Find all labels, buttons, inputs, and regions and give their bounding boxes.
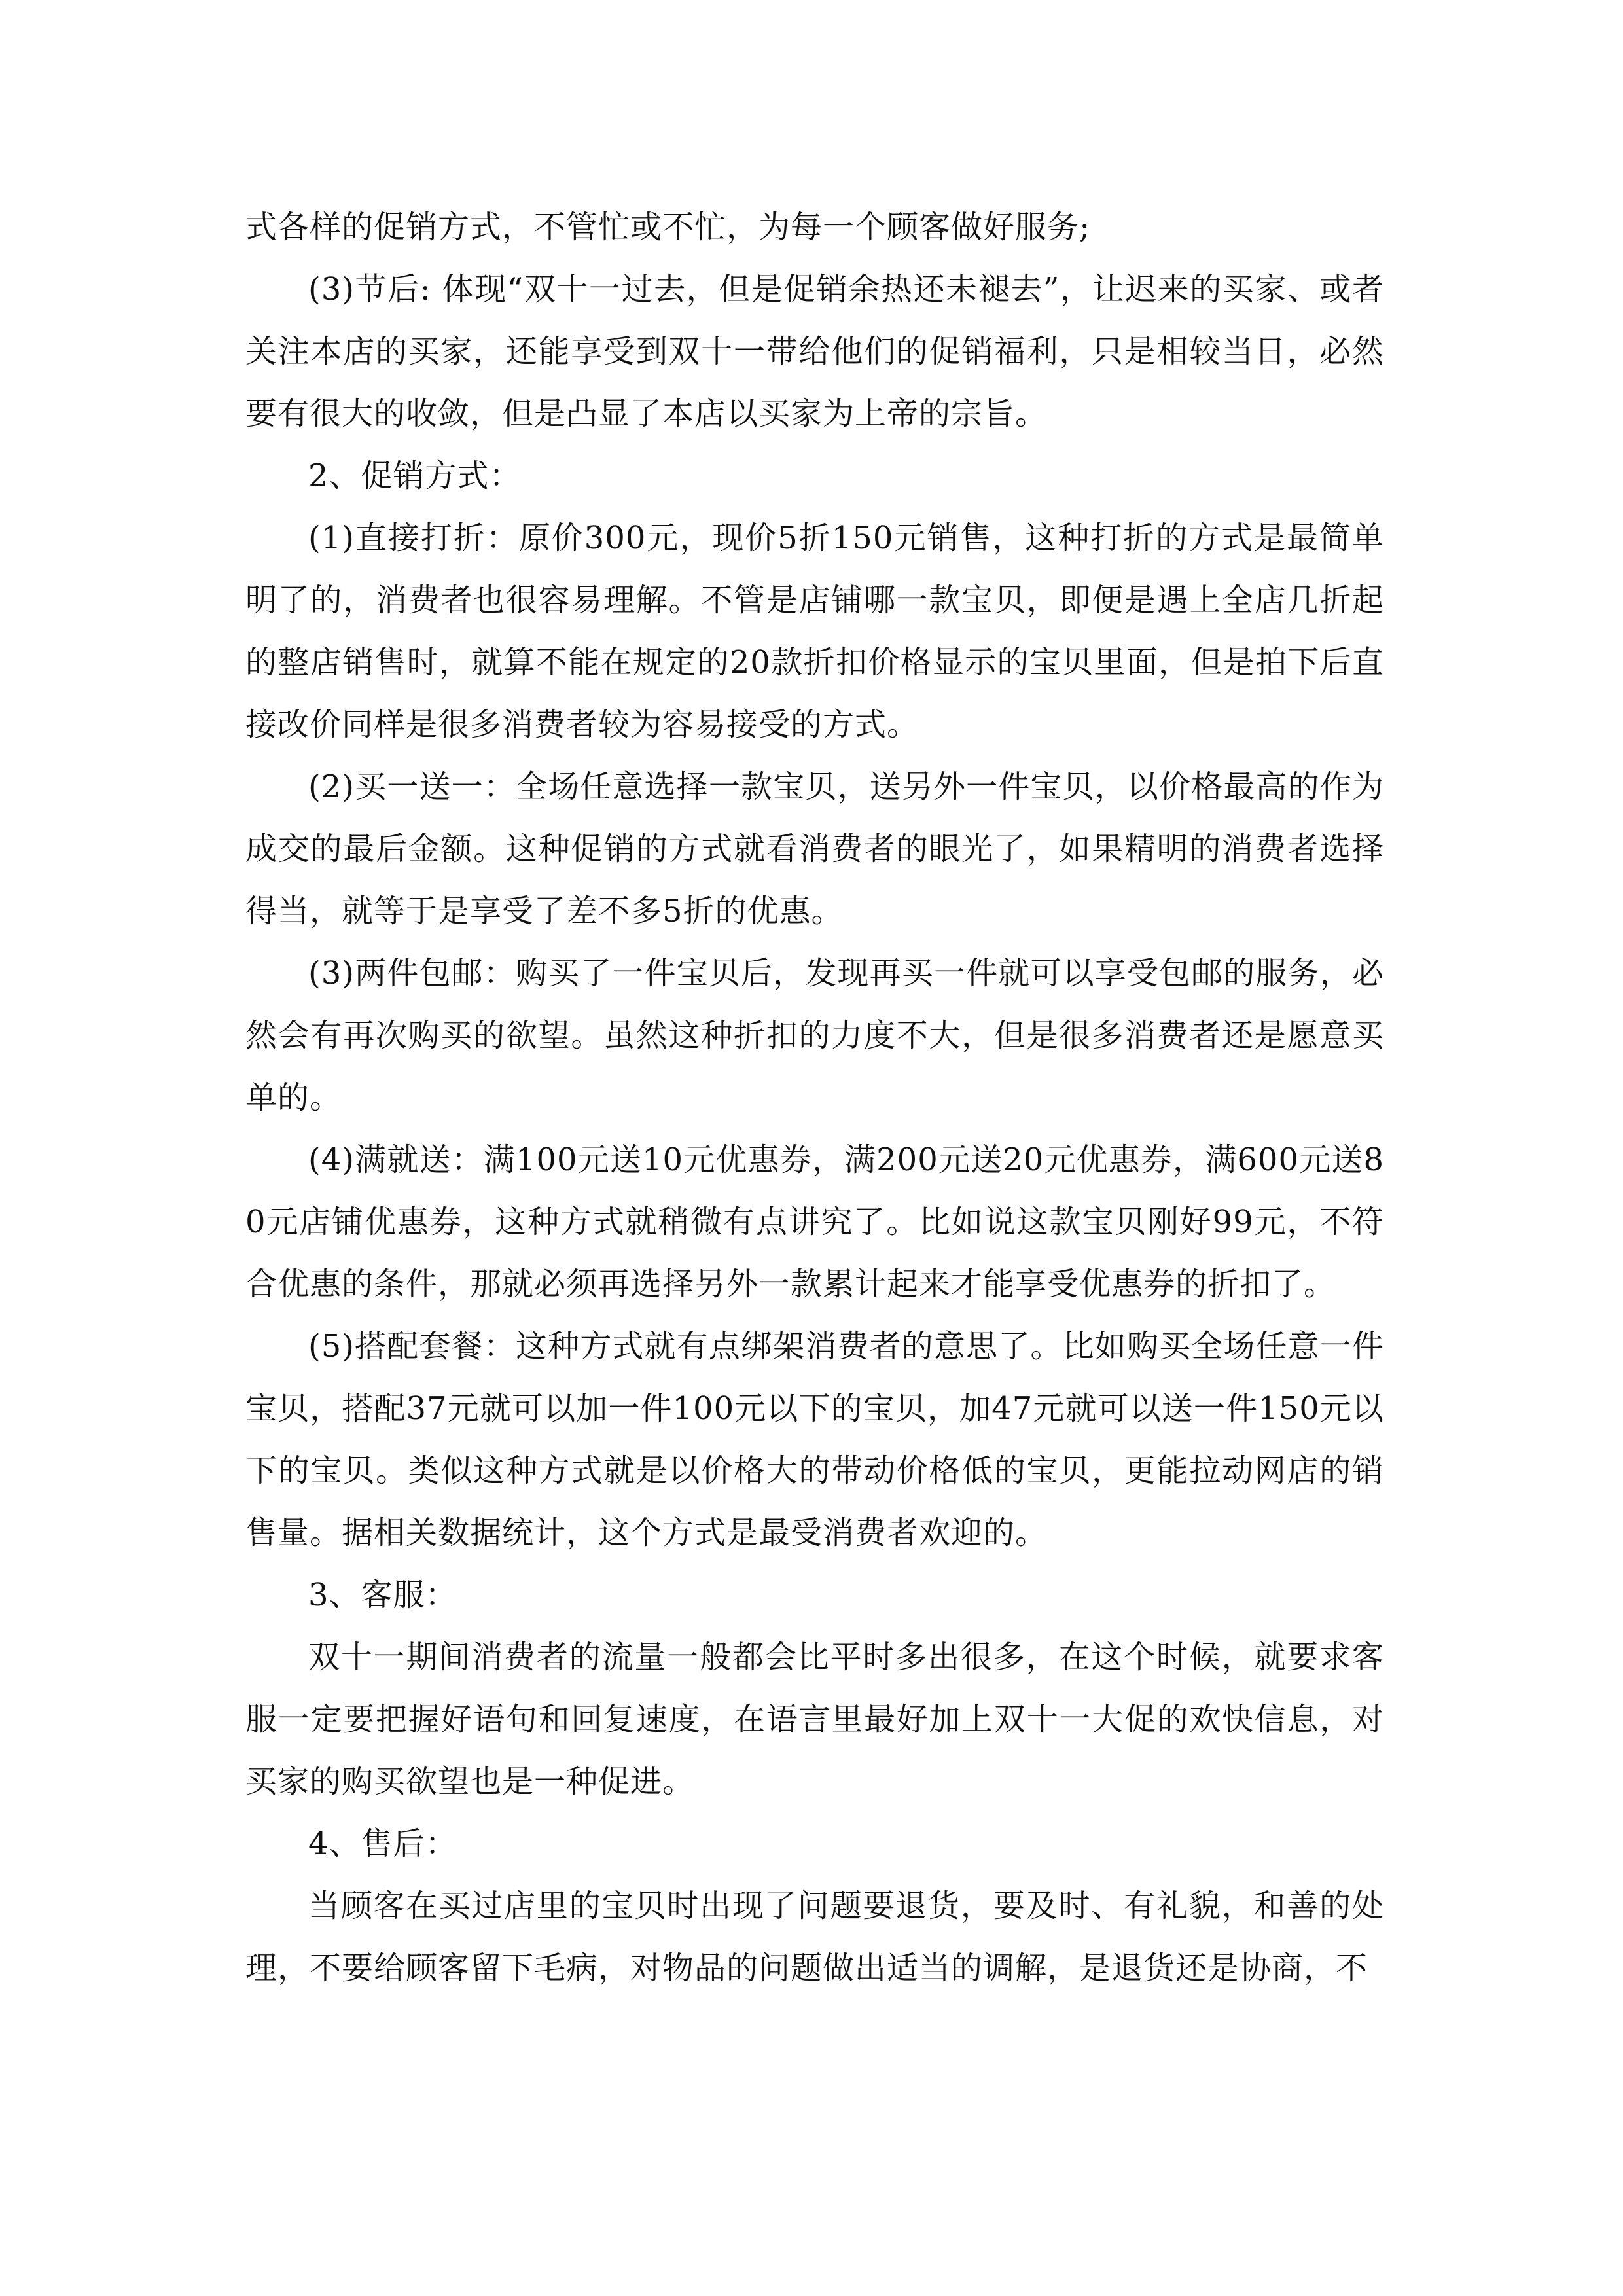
paragraph-continuation: 式各样的促销方式，不管忙或不忙，为每一个顾客做好服务;: [245, 209, 1091, 245]
section-heading-customer-service: 3、客服：: [308, 1577, 457, 1613]
section-heading-after-sales: 4、售后：: [308, 1825, 457, 1862]
paragraph-customer-service: 双十一期间消费者的流量一般都会比平时多出很多，在这个时候，就要求客服一定要把握好语句和回复速度，在语言里最好加上双十一大促的欢快信息，对买家的购买欲望也是一种促进。: [245, 1639, 1384, 1800]
paragraph-spend-and-get: (4)满就送：满100元送10元优惠券，满200元送20元优惠券，满600元送80元店铺优惠券，这种方式就稍微有点讲究了。比如说这款宝贝刚好99元，不符合优惠的条件，那就必须再选择另外一款累计起来才能享受优惠券的折扣了。: [245, 1141, 1384, 1302]
paragraph-after-sales: 当顾客在买过店里的宝贝时出现了问题要退货，要及时、有礼貌，和善的处理，不要给顾客留下毛病，对物品的问题做出适当的调解，是退货还是协商，不: [245, 1888, 1384, 1986]
paragraph-direct-discount: (1)直接打折：原价300元，现价5折150元销售，这种打折的方式是最简单明了的，消费者也很容易理解。不管是店铺哪一款宝贝，即便是遇上全店几折起的整店销售时，就算不能在规定的20款折扣价格显示的宝贝里面，但是拍下后直接改价同样是很多消费者较为容易接受的方式。: [245, 520, 1384, 743]
paragraph-after-festival: (3)节后: 体现“双十一过去，但是促销余热还未褪去”，让迟来的买家、或者关注本店的买家，还能享受到双十一带给他们的促销福利，只是相较当日，必然要有很大的收敛，但是凸显了本店以买家为上帝的宗旨。: [245, 271, 1384, 432]
paragraph-buy-one-get-one: (2)买一送一：全场任意选择一款宝贝，送另外一件宝贝，以价格最高的作为成交的最后金额。这种促销的方式就看消费者的眼光了，如果精明的消费者选择得当，就等于是享受了差不多5折的优惠。: [245, 768, 1384, 929]
section-heading-promotion-methods: 2、促销方式：: [308, 457, 522, 494]
document-page: [245, 196, 1384, 2000]
paragraph-free-shipping-two: (3)两件包邮：购买了一件宝贝后，发现再买一件就可以享受包邮的服务，必然会有再次购买的欲望。虽然这种折扣的力度不大，但是很多消费者还是愿意买单的。: [245, 955, 1384, 1116]
paragraph-bundle-package: (5)搭配套餐：这种方式就有点绑架消费者的意思了。比如购买全场任意一件宝贝，搭配37元就可以加一件100元以下的宝贝，加47元就可以送一件150元以下的宝贝。类似这种方式就是以价格大的带动价格低的宝贝，更能拉动网店的销售量。据相关数据统计，这个方式是最受消费者欢迎的。: [245, 1328, 1384, 1551]
